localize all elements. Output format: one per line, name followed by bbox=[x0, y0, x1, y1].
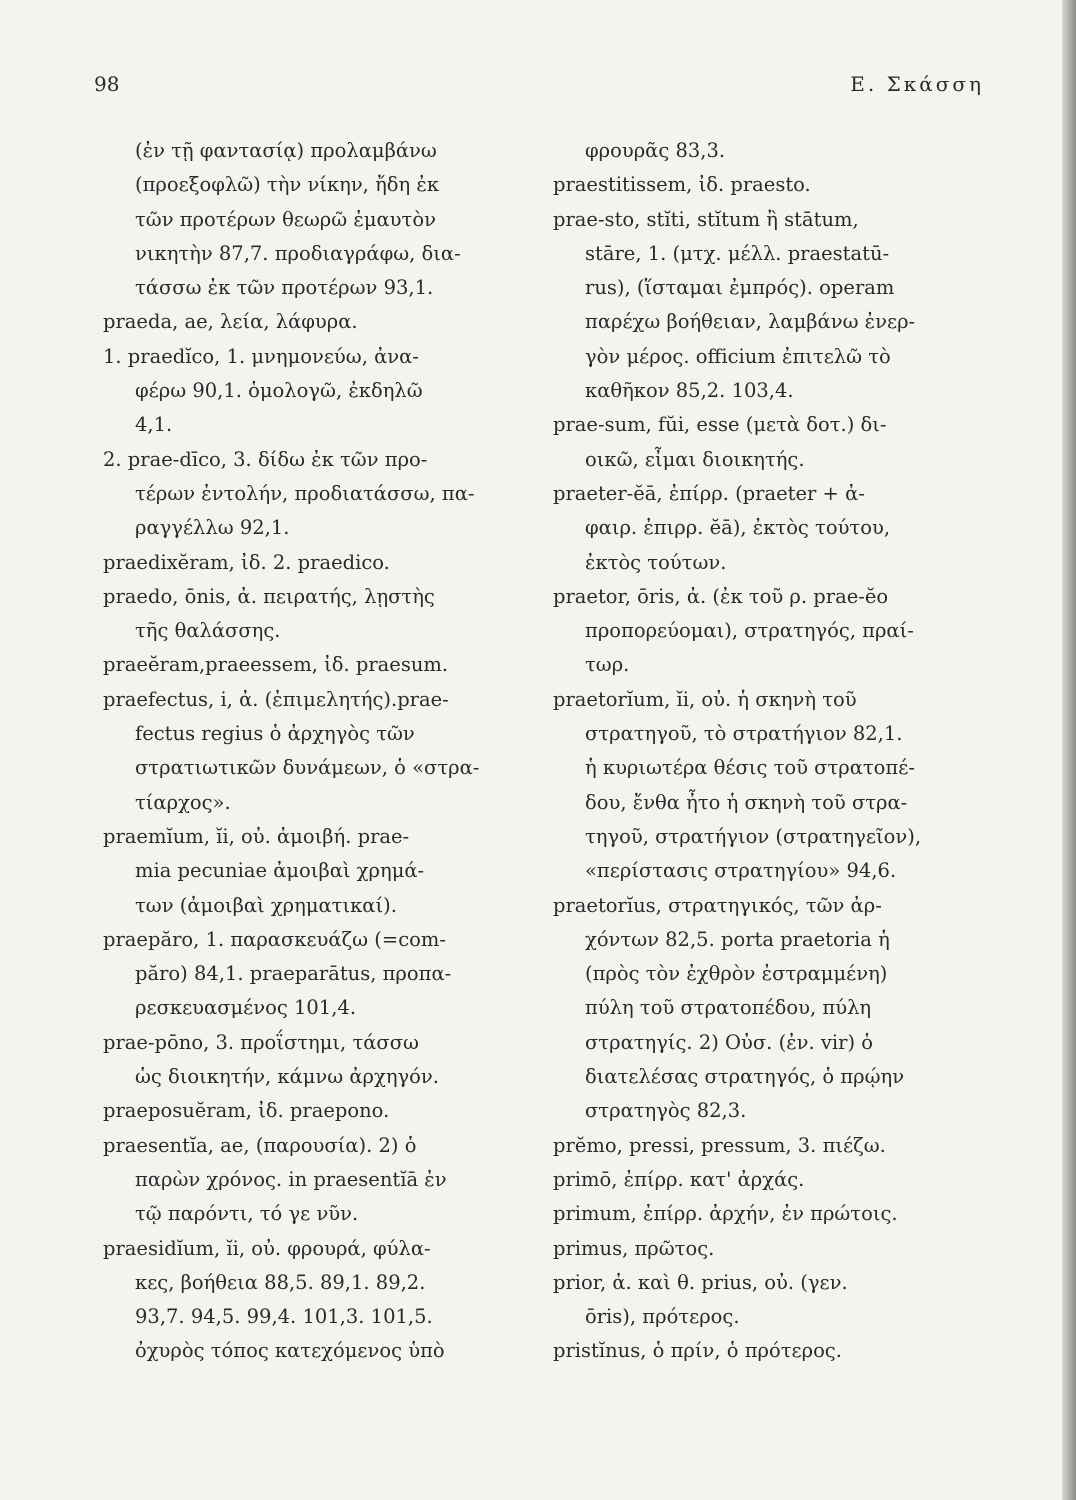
entry-line: primō, ἐπίρρ. κατ' ἀρχάς. bbox=[553, 1167, 805, 1191]
entry-line: τάσσω ἐκ τῶν προτέρων 93,1. bbox=[135, 276, 434, 300]
entry-line: οικῶ, εἶμαι διοικητής. bbox=[585, 447, 805, 471]
entry-line: primum, ἐπίρρ. ἀρχήν, ἐν πρώτοις. bbox=[553, 1202, 898, 1226]
entry-line: ραγγέλλω 92,1. bbox=[135, 516, 290, 540]
entry-line: στρατηγὸς 82,3. bbox=[585, 1099, 747, 1123]
entry-line: ὀχυρὸς τόπος κατεχόμενος ὑπὸ bbox=[135, 1339, 445, 1363]
entry-line: praeĕram,praeessem, ἰδ. praesum. bbox=[103, 653, 449, 677]
entry-line: praetorĭus, στρατηγικός, τῶν ἀρ- bbox=[553, 893, 882, 917]
entry-line: primus, πρῶτος. bbox=[553, 1236, 715, 1260]
entry-line: τωρ. bbox=[585, 653, 630, 677]
entry-line: pristĭnus, ὁ πρίν, ὁ πρότερος. bbox=[553, 1339, 842, 1363]
entry-line: praetorĭum, ĭi, οὐ. ἡ σκηνὴ τοῦ bbox=[553, 687, 857, 711]
entry-line: praepăro, 1. παρασκευάζω (=com- bbox=[103, 927, 446, 951]
entry-line: (ἐν τῇ φαντασίᾳ) προλαμβάνω bbox=[135, 139, 437, 162]
entry-line: τῶν προτέρων θεωρῶ ἐμαυτὸν bbox=[135, 207, 436, 231]
entry-line: 4,1. bbox=[135, 413, 173, 437]
entry-line: καθῆκον 85,2. 103,4. bbox=[585, 379, 794, 403]
entry-line: «περίστασις στρατηγίου» 94,6. bbox=[585, 859, 897, 883]
entry-line: ἐκτὸς τούτων. bbox=[585, 550, 727, 574]
entry-line: (προεξοφλῶ) τὴν νίκην, ἤδη ἐκ bbox=[135, 173, 440, 197]
entry-line: prĕmo, pressi, pressum, 3. πιέζω. bbox=[553, 1133, 886, 1157]
entry-line: στρατιωτικῶν δυνάμεων, ὁ «στρα- bbox=[135, 756, 480, 780]
entry-line: 2. prae-dīco, 3. δίδω ἐκ τῶν προ- bbox=[103, 447, 428, 471]
entry-line: fectus regius ὁ ἀρχηγὸς τῶν bbox=[135, 722, 415, 746]
entry-line: παρὼν χρόνος. in praesentĭā ἐν bbox=[135, 1167, 447, 1191]
entry-line: praeda, ae, λεία, λάφυρα. bbox=[103, 310, 358, 334]
entry-line: ōris), πρότερος. bbox=[585, 1305, 740, 1329]
entry-line: νικητὴν 87,7. προδιαγράφω, δια- bbox=[135, 241, 461, 265]
entry-line: păro) 84,1. praeparātus, προπα- bbox=[135, 962, 452, 986]
entry-line: ρεσκευασμένος 101,4. bbox=[135, 996, 357, 1020]
entry-line: praesentĭa, ae, (παρουσία). 2) ὁ bbox=[103, 1133, 417, 1157]
entry-line: γὸν μέρος. officium ἐπιτελῶ τὸ bbox=[585, 344, 891, 368]
entry-line: (πρὸς τὸν ἐχθρὸν ἐστραμμένη) bbox=[585, 962, 888, 986]
entry-line: τίαρχος». bbox=[135, 790, 231, 814]
entry-line: δου, ἔνθα ἦτο ἡ σκηνὴ τοῦ στρα- bbox=[585, 790, 908, 814]
entry-line: rus), (ἵσταμαι ἐμπρός). operam bbox=[585, 276, 895, 300]
entry-line: praedixĕram, ἰδ. 2. praedico. bbox=[103, 550, 390, 574]
entry-line: 93,7. 94,5. 99,4. 101,3. 101,5. bbox=[135, 1305, 433, 1329]
entry-line: στρατηγοῦ, τὸ στρατήγιον 82,1. bbox=[585, 722, 903, 746]
entry-line: 1. praedĭco, 1. μνημονεύω, ἀνα- bbox=[103, 344, 419, 368]
entry-line: προπορεύομαι), στρατηγός, πραί- bbox=[585, 619, 914, 643]
entry-line: κες, βοήθεια 88,5. 89,1. 89,2. bbox=[135, 1270, 426, 1294]
entry-line: praeter-ĕā, ἐπίρρ. (praeter + ἀ- bbox=[553, 481, 865, 505]
entry-line: prior, ἀ. καὶ θ. prius, οὐ. (γεν. bbox=[553, 1270, 848, 1294]
entry-line: φαιρ. ἐπιρρ. ĕā), ἐκτὸς τούτου, bbox=[585, 516, 891, 540]
entry-line: ἡ κυριωτέρα θέσις τοῦ στρατοπέ- bbox=[585, 756, 915, 780]
entry-line: praestitissem, ἰδ. praesto. bbox=[553, 173, 811, 197]
entry-line: prae-pōno, 3. προΐστημι, τάσσω bbox=[103, 1030, 419, 1054]
entry-line: φέρω 90,1. ὁμολογῶ, ἐκδηλῶ bbox=[135, 379, 423, 403]
entry-line: διατελέσας στρατηγός, ὁ πρῴην bbox=[585, 1065, 905, 1089]
page-header bbox=[92, 72, 984, 102]
entry-line: prae-sto, stĭti, stĭtum ἢ stātum, bbox=[553, 207, 859, 231]
entry-line: praetor, ōris, ἀ. (ἐκ τοῦ ρ. prae-ĕo bbox=[553, 584, 889, 608]
entry-line: τέρων ἐντολήν, προδιατάσσω, πα- bbox=[135, 481, 475, 505]
left-column bbox=[103, 134, 543, 1369]
entry-line: praemĭum, ĭi, οὐ. ἀμοιβή. prae- bbox=[103, 824, 410, 848]
entry-line: χόντων 82,5. porta praetoria ἡ bbox=[585, 927, 890, 951]
entry-line: ὡς διοικητήν, κάμνω ἀρχηγόν. bbox=[135, 1065, 439, 1089]
entry-line: prae-sum, fŭi, esse (μετὰ δοτ.) δι- bbox=[553, 413, 887, 437]
page-edge bbox=[1062, 0, 1076, 1500]
entry-line: praesidĭum, ĭi, οὐ. φρουρά, φύλα- bbox=[103, 1236, 431, 1260]
running-head: Ε. Σκάσση bbox=[850, 72, 984, 96]
entry-line: τηγοῦ, στρατήγιον (στρατηγεῖον), bbox=[585, 824, 922, 848]
right-column bbox=[553, 134, 963, 1369]
entry-line: φρουρᾶς 83,3. bbox=[585, 139, 726, 162]
entry-line: παρέχω βοήθειαν, λαμβάνω ἐνερ- bbox=[585, 310, 916, 334]
entry-line: stāre, 1. (μτχ. μέλλ. praestatū- bbox=[585, 241, 890, 265]
entry-line: praefectus, i, ἀ. (ἐπιμελητής).prae- bbox=[103, 687, 449, 711]
entry-line: mia pecuniae ἀμοιβαὶ χρημά- bbox=[135, 859, 425, 883]
entry-line: πύλη τοῦ στρατοπέδου, πύλη bbox=[585, 996, 872, 1020]
entry-line: praeposuĕram, ἰδ. praepono. bbox=[103, 1099, 390, 1123]
entry-line: τῆς θαλάσσης. bbox=[135, 619, 281, 643]
page-number: 98 bbox=[94, 72, 120, 96]
entry-line: στρατηγίς. 2) Οὐσ. (ἐν. vir) ὁ bbox=[585, 1030, 874, 1054]
entry-line: τῷ παρόντι, τό γε νῦν. bbox=[135, 1202, 359, 1226]
entry-line: praedo, ōnis, ἀ. πειρατής, λῃστὴς bbox=[103, 584, 435, 608]
entry-line: των (ἀμοιβαὶ χρηματικαί). bbox=[135, 893, 397, 917]
